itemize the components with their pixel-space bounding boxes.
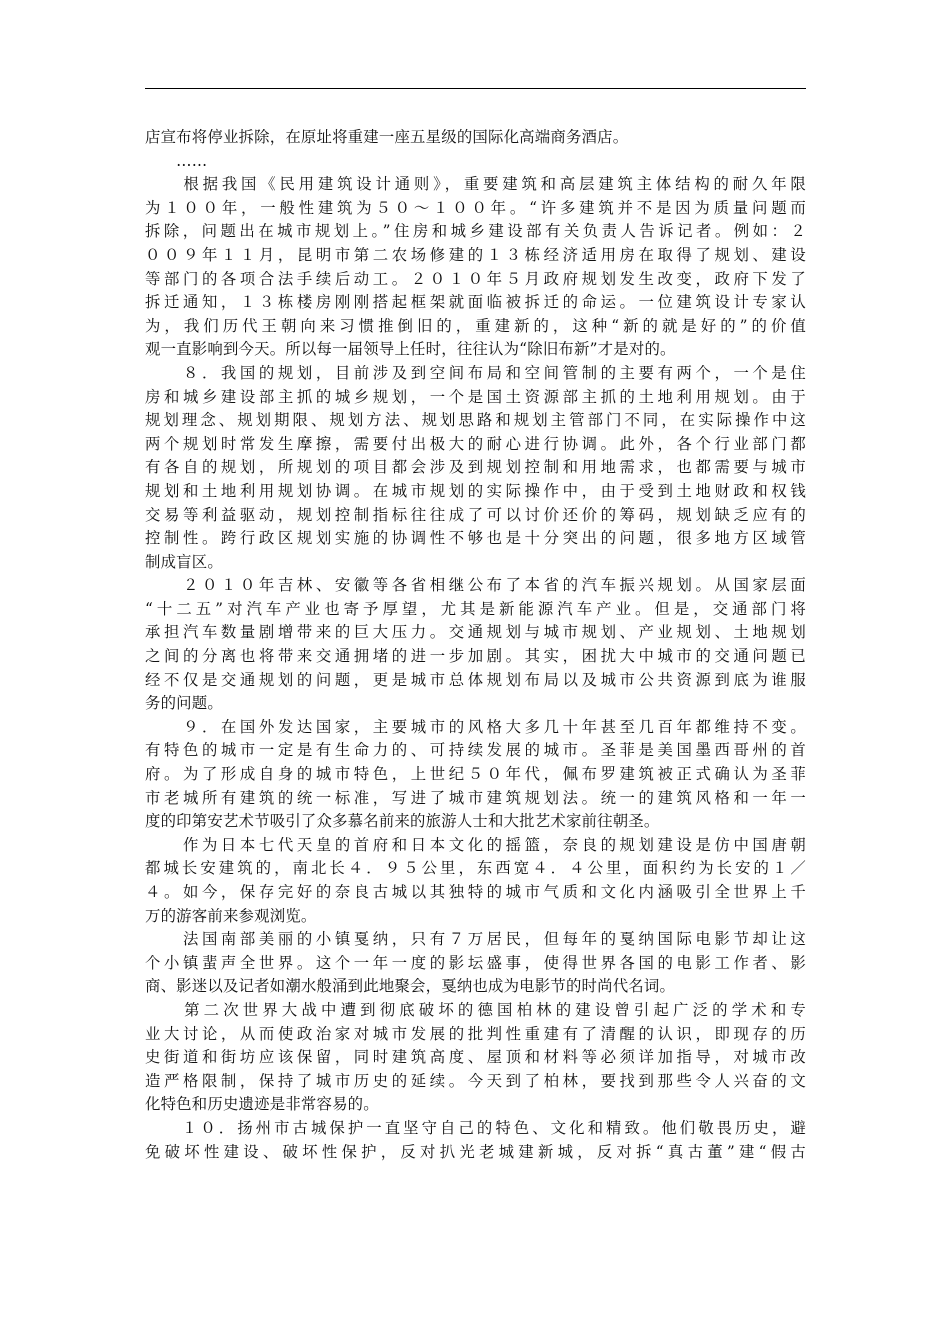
text-line: 都城长安建筑的，南北长４．９５公里，东西宽４．４公里，面积约为长安的１／ [145, 859, 806, 878]
text-line: “十二五”对汽车产业也寄予厚望，尤其是新能源汽车产业。但是，交通部门将 [145, 599, 806, 618]
text-line: 法国南部美丽的小镇戛纳，只有７万居民，但每年的戛纳国际电影节却让这 [145, 930, 806, 949]
text-line: 个小镇蜚声全世界。这个一年一度的影坛盛事，使得世界各国的电影工作者、影 [145, 953, 806, 972]
text-line: 为１００年，一般性建筑为５０～１００年。“许多建筑并不是因为质量问题而 [145, 198, 806, 217]
text-line: 店宣布将停业拆除，在原址将重建一座五星级的国际化高端商务酒店。 [145, 128, 629, 146]
text-line: 控制性。跨行政区规划实施的协调性不够也是十分突出的问题，很多地方区域管 [145, 529, 806, 548]
text-line: 业大讨论，从而使政治家对城市发展的批判性重建有了清醒的认识，即现存的历 [145, 1024, 806, 1043]
text-line: 免破坏性建设、破坏性保护，反对扒光老城建新城，反对拆“真古董”建“假古 [145, 1142, 806, 1161]
text-line: 观一直影响到今天。所以每一届领导上任时，往往认为“除旧布新”才是对的。 [145, 340, 676, 359]
text-line: 史街道和街坊应该保留，同时建筑高度、屋顶和材料等必须详加指导，对城市改 [145, 1048, 806, 1067]
text-line: 作为日本七代天皇的首府和日本文化的摇篮，奈良的规划建设是仿中国唐朝 [145, 835, 806, 854]
text-line: 有各自的规划，所规划的项目都会涉及到规划控制和用地需求，也都需要与城市 [145, 458, 806, 477]
text-line: 第二次世界大战中遭到彻底破坏的德国柏林的建设曾引起广泛的学术和专 [145, 1000, 806, 1019]
text-line: 府。为了形成自身的城市特色，上世纪５０年代，佩布罗建筑被正式确认为圣菲 [145, 765, 806, 784]
text-line: 等部门的各项合法手续后动工。２０１０年５月政府规划发生改变，政府下发了 [145, 269, 806, 288]
text-line: 化特色和历史遗迹是非常容易的。 [145, 1095, 379, 1114]
text-line: 承担汽车数量剧增带来的巨大压力。交通规划与城市规划、产业规划、土地规划 [145, 623, 806, 642]
text-line: 造严格限制，保持了城市历史的延续。今天到了柏林，要找到那些令人兴奋的文 [145, 1071, 806, 1090]
text-line: 交易等利益驱动，规划控制指标往往成了可以讨价还价的筹码，规划缺乏应有的 [145, 505, 806, 524]
text-line: ２０１０年吉林、安徽等各省相继公布了本省的汽车振兴规划。从国家层面 [145, 576, 806, 595]
text-line: 之间的分离也将带来交通拥堵的进一步加剧。其实，困扰大中城市的交通问题已 [145, 647, 806, 666]
text-line: 经不仅是交通规划的问题，更是城市总体规划布局以及城市公共资源到底为谁服 [145, 670, 806, 689]
text-line: …… [145, 151, 208, 170]
text-line: 两个规划时常发生摩擦，需要付出极大的耐心进行协调。此外，各个行业部门都 [145, 434, 806, 453]
document-body [145, 126, 806, 1164]
text-line: ８．我国的规划，目前涉及到空间布局和空间管制的主要有两个，一个是住 [145, 363, 806, 382]
text-line: 规划理念、规划期限、规划方法、规划思路和规划主管部门不同，在实际操作中这 [145, 411, 806, 430]
text-line: 为，我们历代王朝向来习惯推倒旧的，重建新的，这种“新的就是好的”的价值 [145, 316, 806, 335]
text-line: 规划和土地利用规划协调。在城市规划的实际操作中，由于受到土地财政和权钱 [145, 481, 806, 500]
text-line: 市老城所有建筑的统一标准，写进了城市建筑规划法。统一的建筑风格和一年一 [145, 788, 806, 807]
text-line: １０．扬州市古城保护一直坚守自己的特色、文化和精致。他们敬畏历史，避 [145, 1118, 806, 1137]
text-line: 房和城乡建设部主抓的城乡规划，一个是国土资源部主抓的土地利用规划。由于 [145, 387, 806, 406]
text-line: ００９年１１月，昆明市第二农场修建的１３栋经济适用房在取得了规划、建设 [145, 245, 806, 264]
text-line: 有特色的城市一定是有生命力的、可持续发展的城市。圣菲是美国墨西哥州的首 [145, 741, 806, 760]
text-line: 拆迁通知，１３栋楼房刚刚搭起框架就面临被拆迁的命运。一位建筑设计专家认 [145, 293, 806, 312]
text-line: 根据我国《民用建筑设计通则》，重要建筑和高层建筑主体结构的耐久年限 [145, 175, 806, 194]
text-line: 万的游客前来参观浏览。 [145, 906, 317, 925]
text-line: ４。如今，保存完好的奈良古城以其独特的城市气质和文化内涵吸引全世界上千 [145, 883, 806, 901]
text-line: 度的印第安艺术节吸引了众多慕名前来的旅游人士和大批艺术家前往朝圣。 [145, 812, 660, 831]
header-rule [145, 88, 806, 89]
text-line: 务的问题。 [145, 694, 223, 713]
text-line: 制成盲区。 [145, 552, 223, 571]
text-line: 商、影迷以及记者如潮水般涌到此地聚会，戛纳也成为电影节的时尚代名词。 [145, 977, 676, 996]
text-line: 拆除，问题出在城市规划上。”住房和城乡建设部有关负责人告诉记者。例如：２ [145, 222, 806, 241]
text-line: ９．在国外发达国家，主要城市的风格大多几十年甚至几百年都维持不变。 [145, 717, 806, 736]
